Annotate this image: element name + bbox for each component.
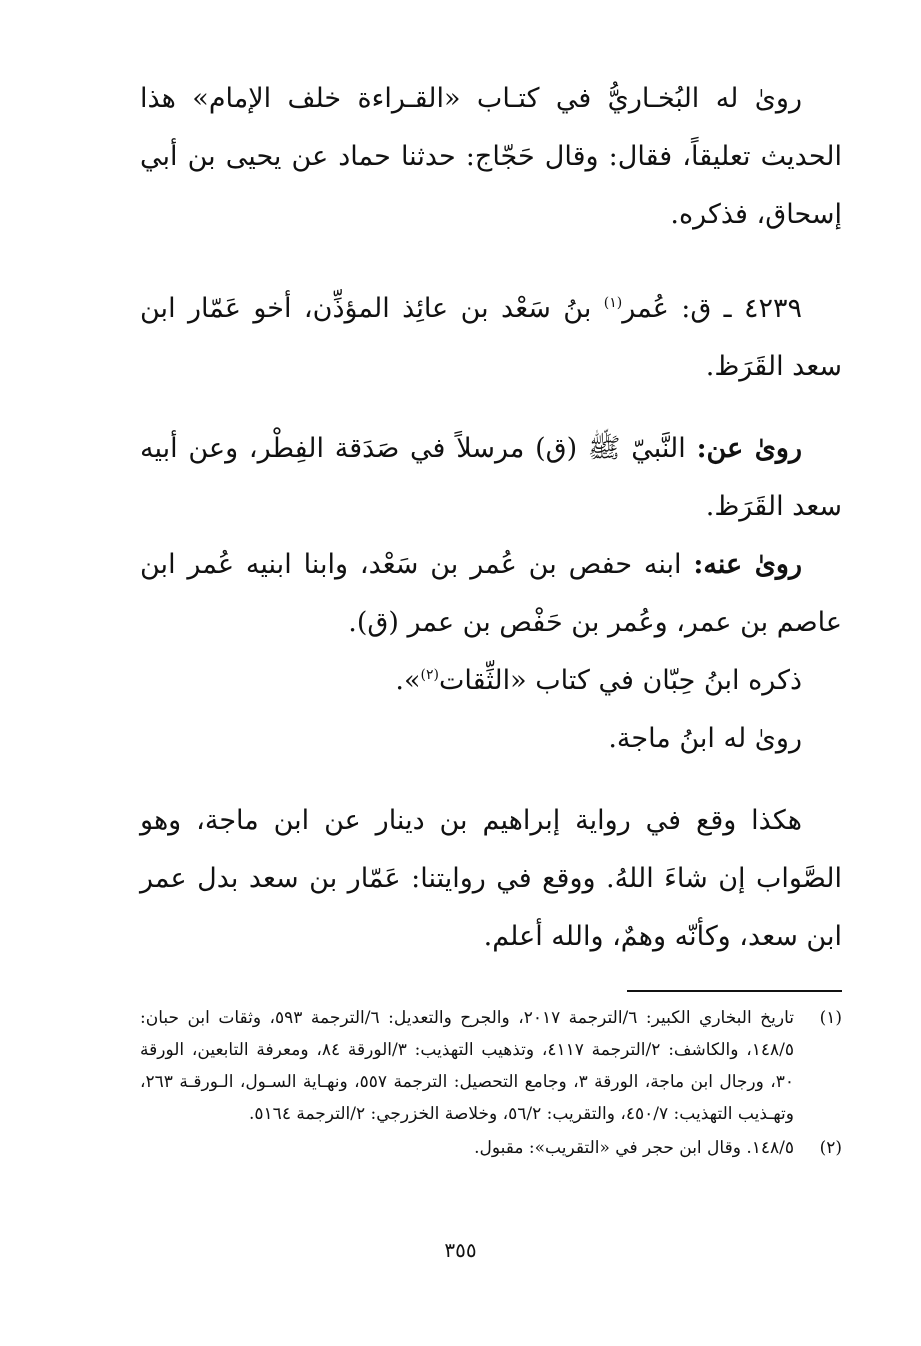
footnote-1-text: تاريخ البخاري الكبير: ٦/الترجمة ٢٠١٧، والجرح والتعديل: ٦/الترجمة ٥٩٣، وثقات ابن حبان: ١٤٨/٥، والكاشف: ٢/الترجمة ٤١١٧، وتذهيب التهذيب: ٣/الورقة ٨٤، ومعرفة التابعين، الورقة ٣٠، ورجال ابن ماجة، الورقة ٣، وجامع التحصيل: الترجمة ٥٥٧، ونهـاية السـول، الـورقـة ٢٦٣، وتهـذيب التهذيب: ٤٥٠/٧، والتقريب: ٥٦/٢، وخلاصة الخزرجي: ٢/الترجمة ٥١٦٤.: [140, 1008, 795, 1124]
thiqat-line: [140, 652, 842, 710]
riwaya-anhu-label: روىٰ عنه:: [693, 549, 802, 580]
footnotes: [140, 990, 842, 1164]
intro-text: روىٰ له البُخـاريُّ في كتـاب «القـراءة خلف الإمام» هذا الحديث تعليقاً، فقال: وقال حَجّاج: حدثنا حماد عن يحيى بن أبي إسحاق، فذكره.: [140, 83, 842, 230]
ibn-majah-line: روىٰ له ابنُ ماجة.: [608, 723, 802, 754]
footnote-separator: [627, 990, 842, 992]
entry-heading-end: بنُ سَعْد بن عائِذ المؤذِّن، أخو عَمّار ابن سعد القَرَظ.: [140, 293, 842, 382]
footnote-1-number: (١): [819, 1008, 842, 1028]
entry-heading: [140, 280, 842, 396]
footnote-2-number: (٢): [819, 1138, 842, 1158]
riwaya-anhu-text: ابنه حفص بن عُمر بن سَعْد، وابنا ابنيه عُمر ابن عاصم بن عمر، وعُمر بن حَفْص بن عمر (ق).: [140, 549, 842, 638]
main-text: [140, 70, 842, 966]
thiqat-text-start: ذكره ابنُ حِبّان في كتاب «الثِّقات: [438, 665, 802, 696]
biography-entry: [140, 280, 842, 966]
intro-paragraph: [140, 70, 842, 244]
footnote-2-text: ١٤٨/٥. وقال ابن حجر في «التقريب»: مقبول.: [474, 1138, 794, 1158]
page-number: ٣٥٥: [444, 1238, 477, 1262]
footnote-ref-2: (٢): [420, 667, 439, 683]
footnote-2: [140, 1132, 842, 1164]
riwaya-anhu-paragraph: [140, 536, 842, 652]
riwaya-an-paragraph: [140, 420, 842, 536]
footnote-ref-1: (١): [603, 295, 623, 311]
entry-heading-start: ٤٢٣٩ ـ ق: عُمر: [622, 293, 802, 324]
riwaya-an-label: روىٰ عن:: [696, 433, 802, 464]
thiqat-text-end: ».: [395, 665, 421, 696]
riwaya-an-text: النَّبيّ ﷺ (ق) مرسلاً في صَدَقة الفِطْر، وعن أبيه سعد القَرَظ.: [140, 433, 842, 522]
editor-note: هكذا وقع في رواية إبراهيم بن دينار عن ابن ماجة، وهو الصَّواب إن شاءَ اللهُ. ووقع في روايتنا: عَمّار بن سعد بدل عمر ابن سعد، وكأنّه وهمٌ، والله أعلم.: [140, 805, 842, 952]
footnote-1: [140, 1002, 842, 1130]
